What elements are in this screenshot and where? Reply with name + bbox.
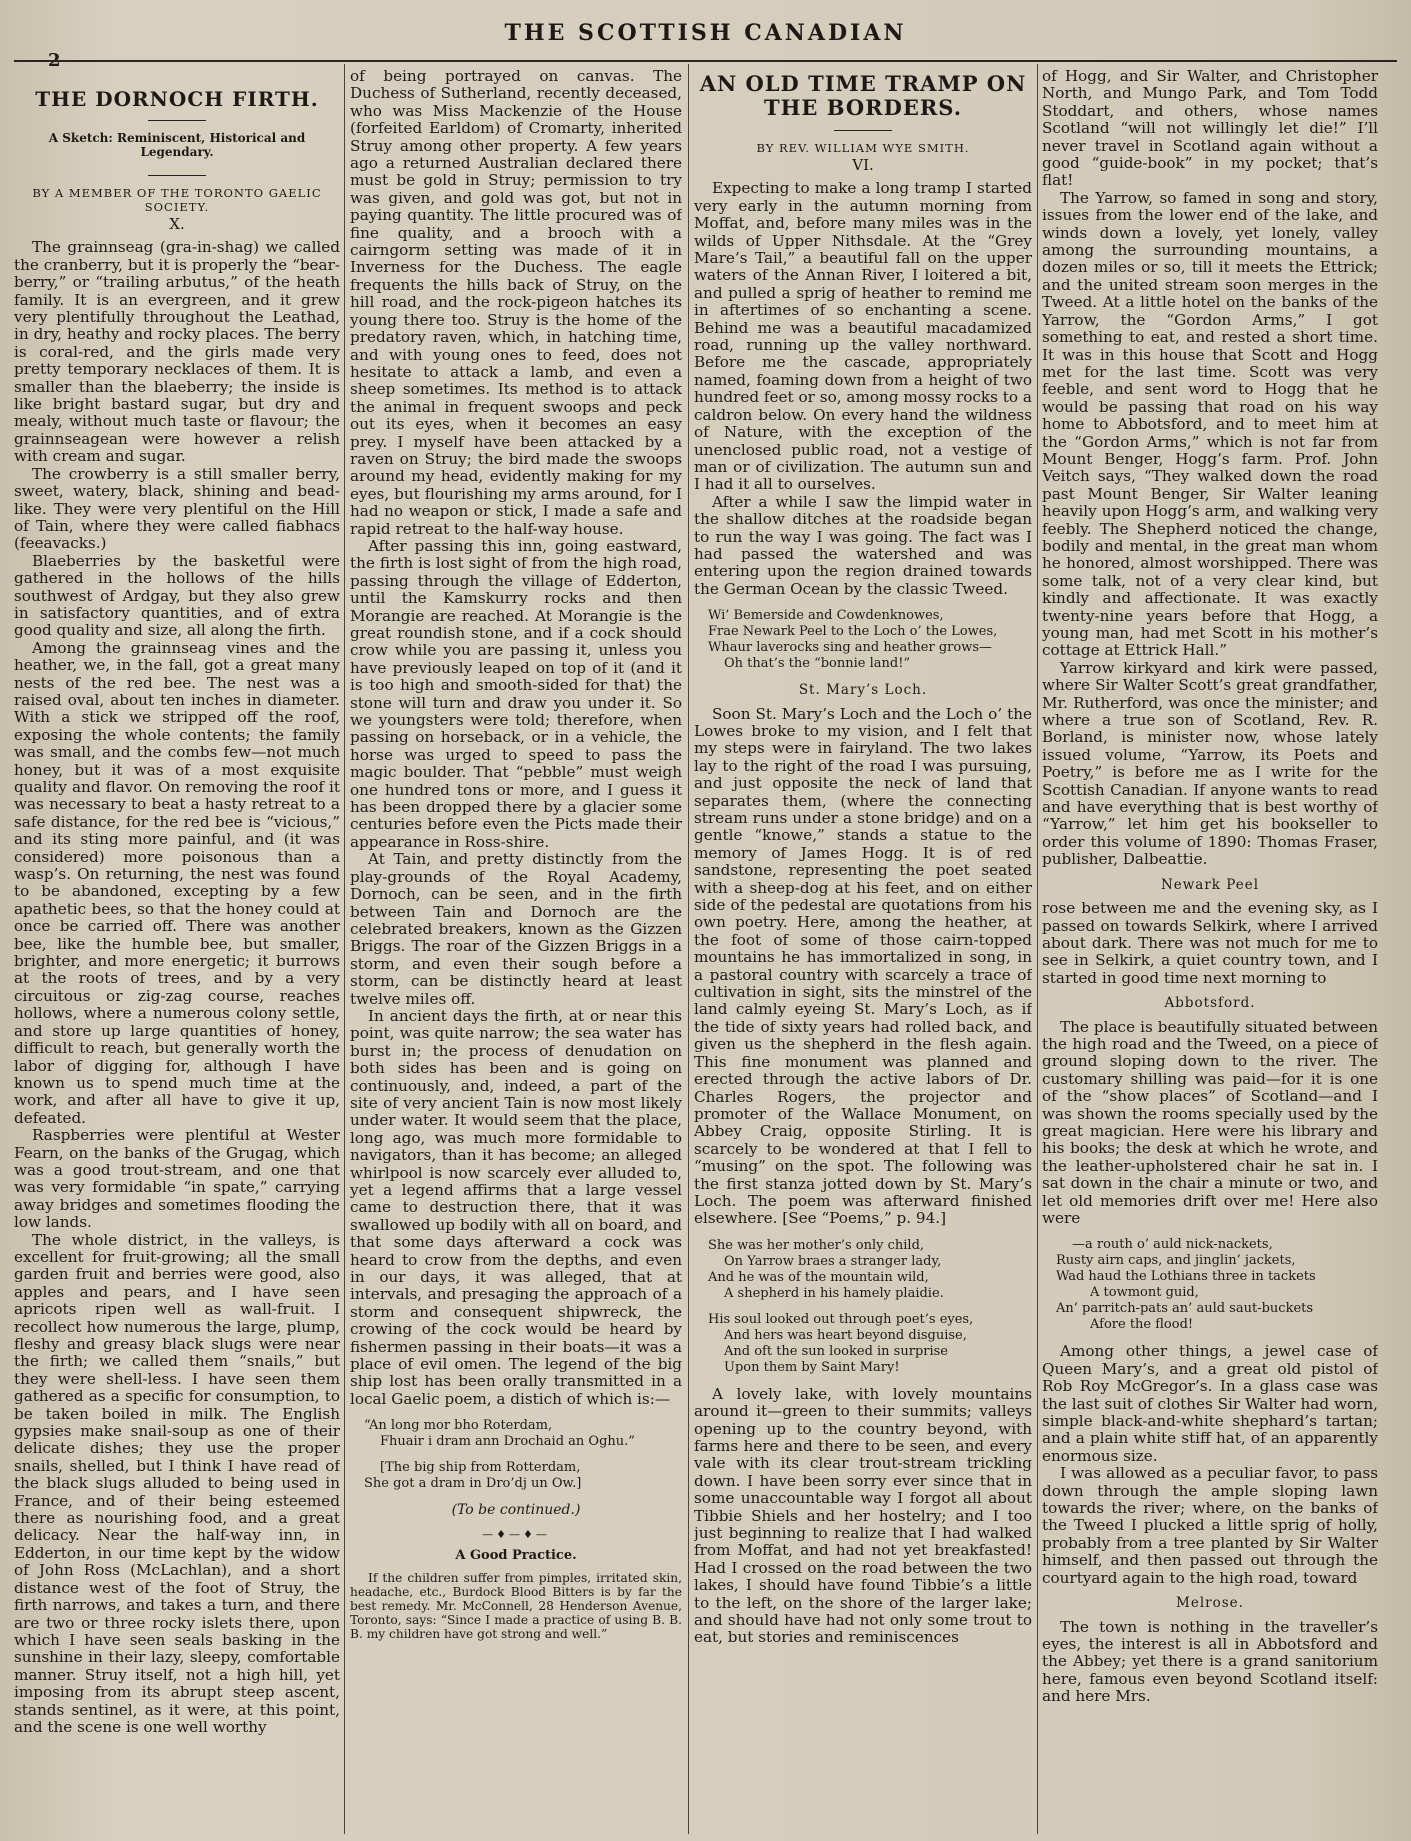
paragraph: Among other things, a jewel case of Queen Mary’s, and a great old pistol of Rob Roy McGregor’s. In a glass case was the last suit of clothes Sir Walter had worn, simple black-and-white shephard’s tartan; and a plain white stiff hat, of an apparently enormous size. [1042,1342,1378,1465]
article-byline: BY REV. WILLIAM WYE SMITH. [756,141,970,155]
verse-line: On Yarrow braes a stranger lady, [724,1253,942,1269]
article-title-tramp: AN OLD TIME TRAMP ON THE BORDERS. [699,71,1027,120]
verse-line: Fhuair i dram ann Drochaid an Oghu.” [380,1434,635,1450]
verse-line: Wad haud the Lothians three in tackets [1056,1269,1316,1285]
subtitle-rule [148,175,206,176]
verse-line: And oft the sun looked in surprise [724,1343,948,1359]
ornament-divider: —♦—♦— [482,1527,550,1541]
paragraph: I was allowed as a peculiar favor, to pass down through the ample sloping lawn towards the river; where, on the banks of the Tweed I plucked a little sprig of holly, probably from a tree planted by Sir Walter himself, and then passed out through the courtyard again to the high road, toward [1042,1464,1378,1587]
article-byline: BY A MEMBER OF THE TORONTO GAELIC SOCIETY. [32,186,322,214]
paragraph: of Hogg, and Sir Walter, and Christopher North, and Mungo Park, and Tom Todd Stoddart, and others, whose names Scotland “will not willingly let die!” I’ll never travel in Scotland again without a good “guide-book” in my pocket; that’s flat! [1042,68,1378,190]
page-number: 2 [48,50,61,71]
gaelic-distich [364,1418,676,1492]
verse-line: Whaur laverocks sing and heather grows— [708,640,993,656]
title-rule [834,130,892,131]
column-2 [350,68,682,1833]
verse-line: An’ parritch-pats an’ auld saut-buckets [1056,1301,1314,1317]
verse-line: [The big ship from Rotterdam, [380,1460,581,1476]
verse-line: A towmont guid, [1090,1285,1199,1301]
verse-line: And he was of the mountain wild, [708,1269,929,1285]
paragraph: At Tain, and pretty distinctly from the play-grounds of the Royal Academy, Dornoch, can be seen, and in the firth between Tain and Dornoch are the celebrated breakers, known as the Gizzen Briggs. The roar of the Gizzen Briggs in a storm, and even their sough before a storm, can be distinctly heard at least twelve miles off. [350,850,682,1008]
verse-line: She was her mother’s only child, [708,1237,925,1253]
verse-line: She got a dram in Dro’dj un Ow.] [364,1476,582,1492]
continued-note: (To be continued.) [451,1502,581,1519]
verse-line: “An long mor bho Roterdam, [364,1418,553,1434]
section-heading: St. Mary’s Loch. [798,682,928,699]
paragraph: A lovely lake, with lovely mountains around it—green to their summits; valleys opening up to the country beyond, with farms here and there to be seen, and every vale with its clear trout-stream trickling down. I have been sorry ever since that in some unaccountable way I forgot all about Tibbie Shiels and her hostelry; and I too just beginning to realize that I had walked from Moffat, and had not yet breakfasted! Had I crossed on the road between the two lakes, I should have found Tibbie’s a little to the left, on the shore of the larger lake; and should have had not only some trout to eat, but stories and reminiscences [694,1384,1032,1647]
verse-line: Upon them by Saint Mary! [724,1359,900,1375]
verse-line: Oh that’s the “bonnie land!” [724,656,911,672]
verse-line: —a routh o’ auld nick-nackets, [1072,1237,1273,1253]
column-separator [688,64,689,1834]
verse-block [1056,1237,1372,1333]
column-3 [694,68,1032,1833]
column-4 [1042,68,1378,1833]
section-heading: Abbotsford. [1164,995,1256,1012]
verse-line: Wi’ Bemerside and Cowdenknowes, [708,608,944,624]
verse-line: Afore the flood! [1090,1317,1194,1333]
paragraph: The whole district, in the valleys, is excellent for fruit-growing; all the small garden fruit and berries were good, also apples and pears, and I have seen apricots ripen well as wall-fruit. I recollect how numerous the large, plump, fleshy and greasy black slugs were near the firth; we called them “snails,” but they were shell-less. I have seen them gathered as a specific for consumption, to be taken boiled in milk. The English gypsies make snail-soup as one of their delicate dishes; they use the proper snails, shelled, but I think I have read of the black slugs alluded to being used in France, and of their being esteemed there as nourishing food, and a great delicacy. Near the half-way inn, in Edderton, in our time kept by the widow of John Ross (McLachlan), and a short distance west of the foot of Struy, the firth narrows, and takes a turn, and there are two or three rocky islets there, upon which I have seen seals basking in the sunshine in their lazy, sleepy, comfortable manner. Struy itself, not a high hill, yet imposing from its abrupt steep ascent, stands sentinel, as it were, at this point, and the scene is one well worthy [14,1230,340,1736]
paragraph: Soon St. Mary’s Loch and the Loch o’ the Lowes broke to my vision, and I felt that my steps were in fairyland. The two lakes lay to the right of the road I was pursuing, and just opposite the neck of land that separates them, (where the connecting stream runs under a stone bridge) and on a gentle “knowe,” stands a statue to the memory of James Hogg. It is of red sandstone, representing the poet seated with a sheep-dog at his feet, and on either side of the pedestal are quotations from his own poetry. Here, among the heather, at the foot of some of those cairn-topped mountains he has immortalized in song, in a pastoral country with scarcely a trace of cultivation in sight, sits the minstrel of the land calmly eyeing St. Mary’s Loch, as if the tide of sixty years had rolled back, and given us the shepherd in the flesh again. This fine monument was planned and erected through the active labors of Dr. Charles Rogers, the projector and promoter of the Wallace Monument, on Abbey Craig, opposite Stirling. It is scarcely to be wondered at that I fell to “musing” on the spot. The following was the first stanza jotted down by St. Mary’s Loch. The poem was afterward finished elsewhere. [See “Poems,” p. 94.] [694,704,1032,1228]
paragraph: The Yarrow, so famed in song and story, issues from the lower end of the lake, and winds down a lovely, yet lonely, valley among the surrounding mountains, a dozen miles or so, till it meets the Ettrick; and the united stream soon merges in the Tweed. At a little hotel on the banks of the Yarrow, the “Gordon Arms,” I got something to eat, and rested a short time. It was in this house that Scott and Hogg met for the last time. Scott was very feeble, and sent word to Hogg that he would be passing that road on his way home to Abbotsford, and to meet him at the “Gordon Arms,” which is not far from Mount Benger, Hogg’s farm. Prof. John Veitch says, “They walked down the road past Mount Benger, Sir Walter leaning heavily upon Hogg’s arm, and walking very feebly. The Shepherd noticed the change, bodily and mental, in the great man whom he honored, almost worshipped. There was some talk, not of a very clear kind, but kindly and affectionate. It was exactly twenty-nine years before that Hogg, a young man, had met Scott in his mother’s cottage at Ettrick Hall.” [1042,188,1378,660]
paragraph: Yarrow kirkyard and kirk were passed, where Sir Walter Scott’s great grandfather, Mr. Rutherford, was once the minister; and where a true son of Scotland, Rev. R. Borland, is minister now, whose lately issued volume, “Yarrow, its Poets and Poetry,” is before me as I write for the Scottish Canadian. If anyone wants to read and have everything that is best worthy of “Yarrow,” let him get his bookseller to order this volume of 1890: Thomas Fraser, publisher, Dalbeattie. [1042,658,1378,869]
title-rule [148,120,206,121]
paragraph: After passing this inn, going eastward, the firth is lost sight of from the high road, passing through the village of Edderton, until the Kamskurry rocks and then Morangie are reached. At Morangie is the great roundish stone, and if a cock should crow while you are passing it, unless you have previously leaped on top of it (and it is too high and smooth-sided for that) the stone will turn and draw you under it. So we youngsters were told; therefore, when passing on horseback, or in a vehicle, the horse was urged to speed to pass the magic boulder. That “pebble” must weigh one hundred tons or more, and I guess it has been dropped there by a glacier some centuries before even the Picts made their appearance in Ross-shire. [350,536,682,851]
paragraph: Expecting to make a long tramp I started very early in the autumn morning from Moffat, and, before many miles was in the wilds of Upper Nithsdale. At the “Grey Mare’s Tail,” a beautiful fall on the upper waters of the Annan River, I loitered a bit, and pulled a sprig of heather to remind me in aftertimes of so enchanting a scene. Behind me was a beautiful macadamized road, running up the valley northward. Before me the cascade, appropriately named, foaming down from a height of two hundred feet or so, among mossy rocks to a caldron below. On every hand the wildness of Nature, with the exception of the unenclosed public road, not a vestige of man or of civilization. The autumn sun and I had it all to ourselves. [694,179,1032,494]
section-heading: Melrose. [1176,1595,1244,1612]
masthead [0,14,1411,71]
article-title-dornoch: THE DORNOCH FIRTH. [35,87,319,111]
verse-line: His soul looked out through poet’s eyes, [708,1311,974,1327]
verse-line: And hers was heart beyond disguise, [724,1327,967,1343]
article-subtitle: A Sketch: Reminiscent, Historical and Legendary. [48,131,306,159]
verse-line: Rusty airn caps, and jinglin’ jackets, [1056,1253,1296,1269]
verse-line: Frae Newark Peel to the Loch o’ the Lowes, [708,624,998,640]
section-heading: Newark Peel [1160,876,1260,893]
paragraph: The town is nothing in the traveller’s eyes, the interest is all in Abbotsford and the Abbey; yet there is a grand sanitorium here, famous even beyond Scotland itself: and here Mrs. [1042,1617,1378,1706]
column-separator [1037,64,1038,1834]
paragraph: of being portrayed on canvas. The Duchess of Sutherland, recently deceased, who was Miss Mackenzie of the House (forfeited Earldom) of Cromarty, inherited Struy among other property. A few years ago a returned Australian declared there must be gold in Struy; permission to try was given, and gold was got, but not in paying quantity. The little procured was of fine quality, and a brooch with a cairngorm setting was made of it in Inverness for the Duchess. The eagle frequents the hills back of Struy, on the hill road, and the rock-pigeon hatches its young there too. Struy is the home of the predatory raven, which, in hatching time, and with young ones to feed, does not hesitate to attack a lamb, and even a sheep sometimes. Its method is to attack the animal in frequent swoops and peck out its eyes, when it becomes an easy prey. I myself have been attacked by a raven on Struy; the bird made the swoops around my head, evidently making for my eyes, but flourishing my arms around, for I had no weapon or stick, I made a safe and rapid retreat to the half-way house. [350,68,682,538]
paragraph: After a while I saw the limpid water in the shallow ditches at the roadside began to run the way I was going. The fact was I had passed the watershed and was entering upon the region drained towards the German Ocean by the classic Tweed. [694,492,1032,598]
newspaper-title: THE SCOTTISH CANADIAN [504,20,907,46]
paragraph: The place is beautifully situated between the high road and the Tweed, on a piece of ground sloping down to the river. The customary shilling was paid—for it is one of the “show places” of Scotland—and I was shown the rooms specially used by the great magician. Here were his library and his books; the desk at which he wrote, and the leather-upholstered chair he sat in. I sat down in the chair a minute or two, and let old memories drift over me! Here also were [1042,1017,1378,1227]
paragraph: Raspberries were plentiful at Wester Fearn, on the banks of the Grugag, which was a good trout-stream, and one that was very formidable “in spate,” carrying away bridges and sometimes flooding the low lands. [14,1126,340,1232]
section-number: X. [169,215,185,233]
advertisement-title: A Good Practice. [455,1548,577,1564]
advertisement-text: If the children suffer from pimples, irritated skin, headache, etc., Burdock Blood Bitters is by far the best remedy. Mr. McConnell, 28 Henderson Avenue, Toronto, says: “Since I made a practice of using B. B. B. my children have got strong and well.” [350,1570,682,1641]
column-separator [344,64,345,1834]
column-1 [14,68,340,1833]
paragraph: rose between me and the evening sky, as I passed on towards Selkirk, where I arrived about dark. There was not much for me to see in Selkirk, a quiet country town, and I started in good time next morning to [1042,899,1378,987]
paragraph: In ancient days the firth, at or near this point, was quite narrow; the sea water has burst in; the process of denudation on both sides has been and is going on continuously, and, indeed, a part of the site of very ancient Tain is now most likely under water. It would seem that the place, long ago, was much more formidable to navigators, than it has become; an alleged whirlpool is now scarcely ever alluded to, yet a legend affirms that a large vessel came to destruction there, that it was swallowed up bodily with all on board, and that some days afterward a cock was heard to crow from the depths, and even in our days, it was alleged, that at intervals, and presaging the approach of a storm and consequent shipwreck, the crowing of the cock would be heard by fishermen passing in their boats—it was a place of evil omen. The legend of the big ship lost has been orally transmitted in a local Gaelic poem, a distich of which is:— [350,1006,682,1408]
verse-block [708,608,1026,672]
paragraph: The crowberry is a still smaller berry, sweet, watery, black, shining and bead-like. They were very plentiful on the Hill of Tain, where they were called fiabhacs (feeavacks.) [14,464,340,553]
paragraph: The grainnseag (gra-in-shag) we called the cranberry, but it is properly the “bear-berry,” or “trailing arbutus,” of the heath family. It is an evergreen, and it grew very plentifully throughout the Leathad, in dry, heathy and rocky places. The berry is coral-red, and the girls made very pretty temporary necklaces of them. It is smaller than the blaeberry; the inside is like bright bastard sugar, but dry and mealy, without much taste or flavour; the grainnseagean were however a relish with cream and sugar. [14,238,340,466]
verse-block [708,1238,1026,1376]
masthead-rule [14,60,1397,62]
paragraph: Blaeberries by the basketful were gathered in the hollows of the hills southwest of Ardgay, but they also grew in satisfactory quantities, and of extra good quality and size, all along the firth. [14,551,340,640]
section-number: VI. [852,156,874,174]
paragraph: Among the grainnseag vines and the heather, we, in the fall, got a great many nests of the red bee. The nest was a raised oval, about ten inches in diameter. With a stick we stripped off the roof, exposing the whole contents; the family was small, and the combs few—not much honey, but it was of a most exquisite quality and flavor. On removing the roof it was necessary to beat a hasty retreat to a safe distance, for the red bee is “vicious,” and its sting more painful, and (it was considered) more poisonous than a wasp’s. On returning, the nest was found to be abandoned, excepting by a few apathetic bees, so that the honey could at once be carried off. There was another bee, like the humble bee, but smaller, brighter, and more energetic; it burrows at the roots of trees, and by a very circuitous or zig-zag course, reaches hollows, where a numerous colony settle, and store up large quantities of honey, difficult to reach, but generally worth the labor of digging for, although I have known us to spend much time at the work, and after all have to give it up, defeated. [14,638,340,1127]
verse-line: A shepherd in his hamely plaidie. [724,1285,944,1301]
